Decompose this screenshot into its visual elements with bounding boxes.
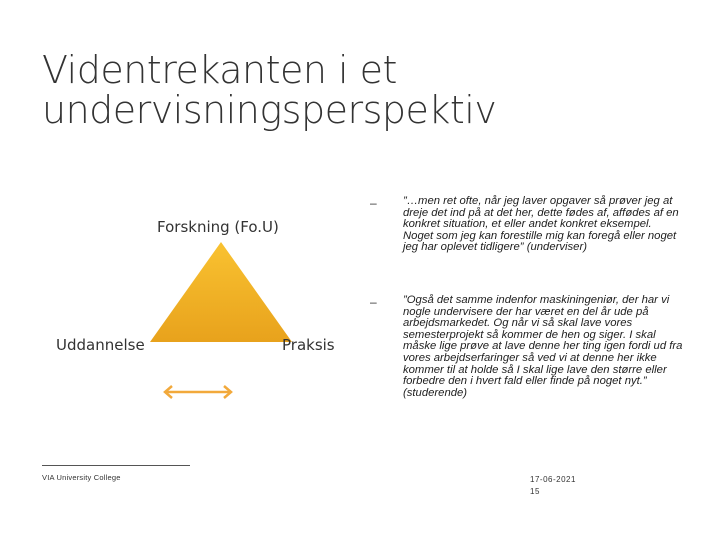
diagram-label-practice: Praksis (282, 336, 335, 354)
footer-organization: VIA University College (42, 473, 121, 482)
footer-divider (42, 465, 190, 466)
quote-text-student: ”Også det samme indenfor maskiningeniør, der har vi nogle undervisere der har været en del år ude på arbejdsmarkedet. Og når vi så skal lave vores semesterprojekt så kommer de hen og siger. I skal måske lige prøve at lave denne her ting igen fordi ud fra vores arbejdserfaringer så ved vi at denne her ikke kommer til at holde så I skal lige lave den større eller forbedre den i hvert fald eller finde på noget nyt.” (studerende) (403, 294, 683, 399)
bullet-dash: – (370, 196, 377, 210)
slide-title: Videntrekanten i et undervisningsperspektiv (42, 48, 497, 132)
quote-text-teacher: ”…men ret ofte, når jeg laver opgaver så prøver jeg at dreje det ind på at det her, dette fødes af, affødes af en konkret situation, et eller andet konkret eksempel. Noget som jeg kan forestille mig kan foregå eller noget jeg har oplevet tidligere” (underviser) (403, 195, 679, 254)
footer-meta (530, 474, 576, 498)
bullet-dash: – (370, 295, 377, 309)
knowledge-triangle-shape (150, 242, 292, 342)
triangle-fill (150, 242, 292, 342)
footer-page-number: 15 (530, 487, 540, 496)
double-arrow-icon (158, 384, 238, 400)
diagram-label-education: Uddannelse (56, 336, 145, 354)
diagram-label-research: Forskning (Fo.U) (157, 218, 279, 236)
footer-date: 17-06-2021 (530, 475, 576, 484)
